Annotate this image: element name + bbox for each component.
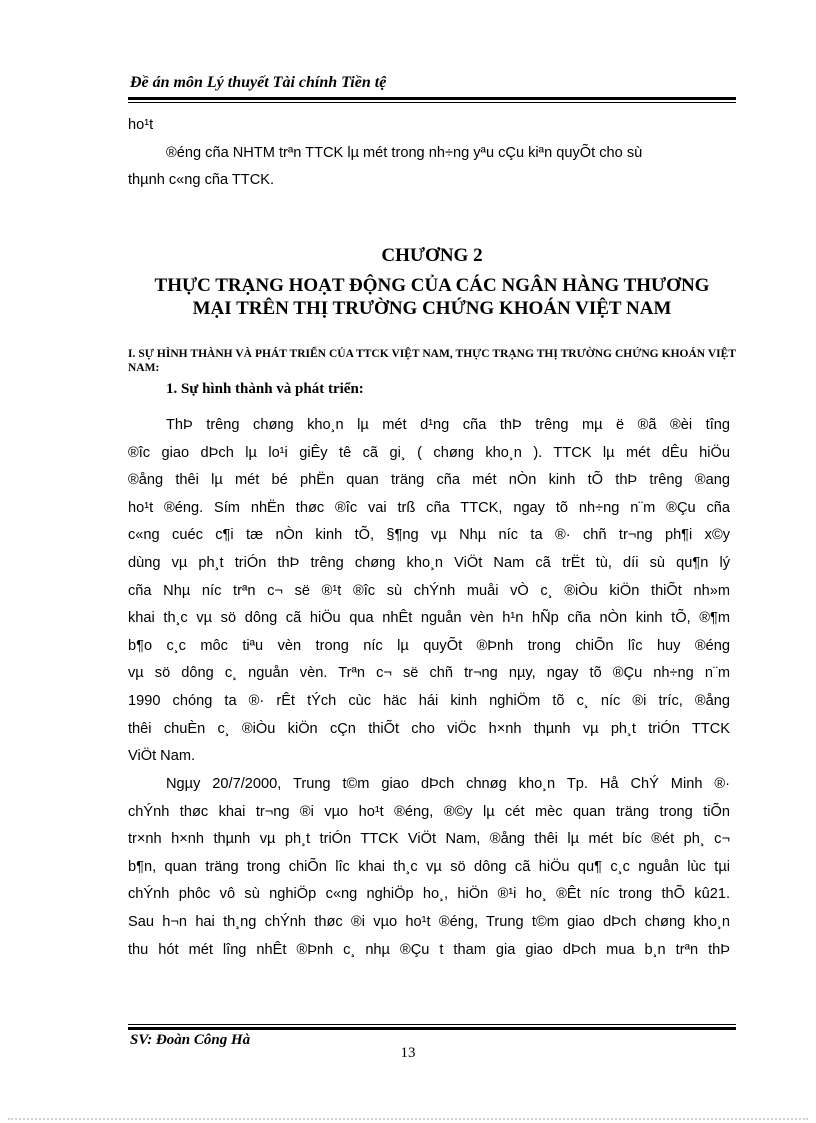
text-line: ®îc giao dÞch lµ lo¹i giÊy tê cã gi¸ ( chøng kho¸n ). TTCK lµ mét dÊu hiÖu (128, 444, 730, 461)
footer-rule-thick (128, 1027, 736, 1030)
text-line: vµ sö dông c¸ nguån vèn. Trªn c¬ së chñ tr¬ng nµy, ngay tõ ®Çu nh÷ng n¨m (128, 665, 730, 682)
text-line: cña Nhµ níc trªn c¬ së ®¹t ®îc sù chÝnh muåi vÒ c¸ ®iÒu kiÖn thiÕt nh»m (128, 582, 730, 599)
text-line: c«ng cuéc c¶i tæ nÒn kinh tÕ, §¶ng vµ Nhµ níc ta ®· chñ tr¬ng ph¶i x©y (128, 527, 730, 544)
text-line: thµnh c«ng cña TTCK. (128, 172, 275, 189)
section-heading: I. SỰ HÌNH THÀNH VÀ PHÁT TRIỂN CỦA TTCK VIỆT NAM, THỰC TRẠNG THỊ TRƯỜNG CHỨNG KHOÁN VIỆT NAM: (128, 348, 736, 374)
page-number: 13 (400, 1045, 416, 1061)
text-line: chÝnh thøc khai tr¬ng ®i vµo ho¹t ®éng, ®©y lµ cét mèc quan träng trong tiÕn (128, 803, 730, 820)
text-line: 1990 chóng ta ®· rÊt tÝch cùc häc hái kinh nghiÖm tõ c¸ níc ®i tríc, ®ång (128, 692, 730, 709)
text-line: ho¹t (128, 117, 154, 133)
paragraph-2 (128, 771, 730, 964)
subsection-heading: 1. Sự hình thành và phát triển: (166, 381, 364, 397)
chapter-title-line-2: MẠI TRÊN THỊ TRƯỜNG CHỨNG KHOÁN VIỆT NAM (192, 298, 672, 319)
chapter-title-line-1: THỰC TRẠNG HOẠT ĐỘNG CỦA CÁC NGÂN HÀNG THƯƠNG (154, 275, 710, 296)
footer-rule-thin (128, 1024, 736, 1025)
paragraph-1 (128, 412, 730, 771)
document-header-title: Đề án môn Lý thuyết Tài chính Tiền tệ (130, 74, 387, 91)
text-line: tr×nh h×nh thµnh vµ ph¸t triÓn TTCK ViÖt Nam, ®ång thêi lµ mét bíc ®ét ph¸ c¬ (128, 831, 730, 848)
intro-paragraph (128, 112, 730, 195)
text-line: Sau h¬n hai th¸ng chÝnh thøc ®i vµo ho¹t ®éng, Trung t©m giao dÞch chøng kho¸n (128, 913, 730, 930)
text-line: ®ång thêi lµ mét bé phËn quan träng cña mét nÒn kinh tÕ thÞ trêng ®ang (128, 472, 730, 489)
text-line: b¶n, quan träng trong chiÕn lîc khai th¸c vµ sö dông cã hiÖu qu¶ c¸c nguån lùc tµi (128, 858, 730, 875)
text-line: ho¹t ®éng. Sím nhËn thøc ®îc vai trß cña TTCK, ngay tõ nh÷ng n¨m ®Çu cña (128, 499, 730, 516)
text-line: thêi chuÈn c¸ ®iÒu kiÖn cÇn thiÕt cho viÖc h×nh thµnh vµ ph¸t triÓn TTCK (128, 720, 730, 737)
text-line: ®éng cña NHTM trªn TTCK lµ mét trong nh÷ng yªu cÇu kiªn quyÕt cho sù (166, 144, 643, 161)
footer-author: SV: Đoàn Công Hà (130, 1032, 251, 1048)
text-line: thu hót mét lîng nhÊt ®Þnh c¸ nhµ ®Çu t tham gia giao dÞch mua b¸n trªn thÞ (128, 941, 730, 958)
text-line: chÝnh phôc vô sù nghiÖp c«ng nghiÖp ho¸, hiÖn ®¹i ho¸ ®Êt níc trong thÕ kû21. (128, 886, 730, 903)
text-line: Ngµy 20/7/2000, Trung t©m giao dÞch chnøg kho¸n Tp. Hå ChÝ Minh ®· (166, 776, 730, 792)
text-line: ThÞ trêng chøng kho¸n lµ mét d¹ng cña thÞ trêng mµ ë ®ã ®èi tîng (166, 417, 730, 433)
header-rule-thick (128, 97, 736, 100)
text-line: ViÖt Nam. (128, 748, 196, 765)
chapter-number: CHƯƠNG 2 (381, 245, 483, 266)
page-bottom-border (8, 1118, 808, 1120)
text-line: khai th¸c vµ sö dông cã hiÖu qua nhÊt nguån vèn h¹n hÑp cña nÒn kinh tÕ, ®¶m (128, 610, 730, 627)
text-line: dùng vµ ph¸t triÓn thÞ trêng chøng kho¸n ViÖt Nam cã trËt tù, díi sù qu¶n lý (128, 554, 730, 571)
header-rule-thin (128, 102, 736, 103)
text-line: b¶o c¸c môc tiªu vèn trong níc lµ quyÕt ®Þnh trong chiÕn lîc huy ®éng (128, 637, 730, 654)
